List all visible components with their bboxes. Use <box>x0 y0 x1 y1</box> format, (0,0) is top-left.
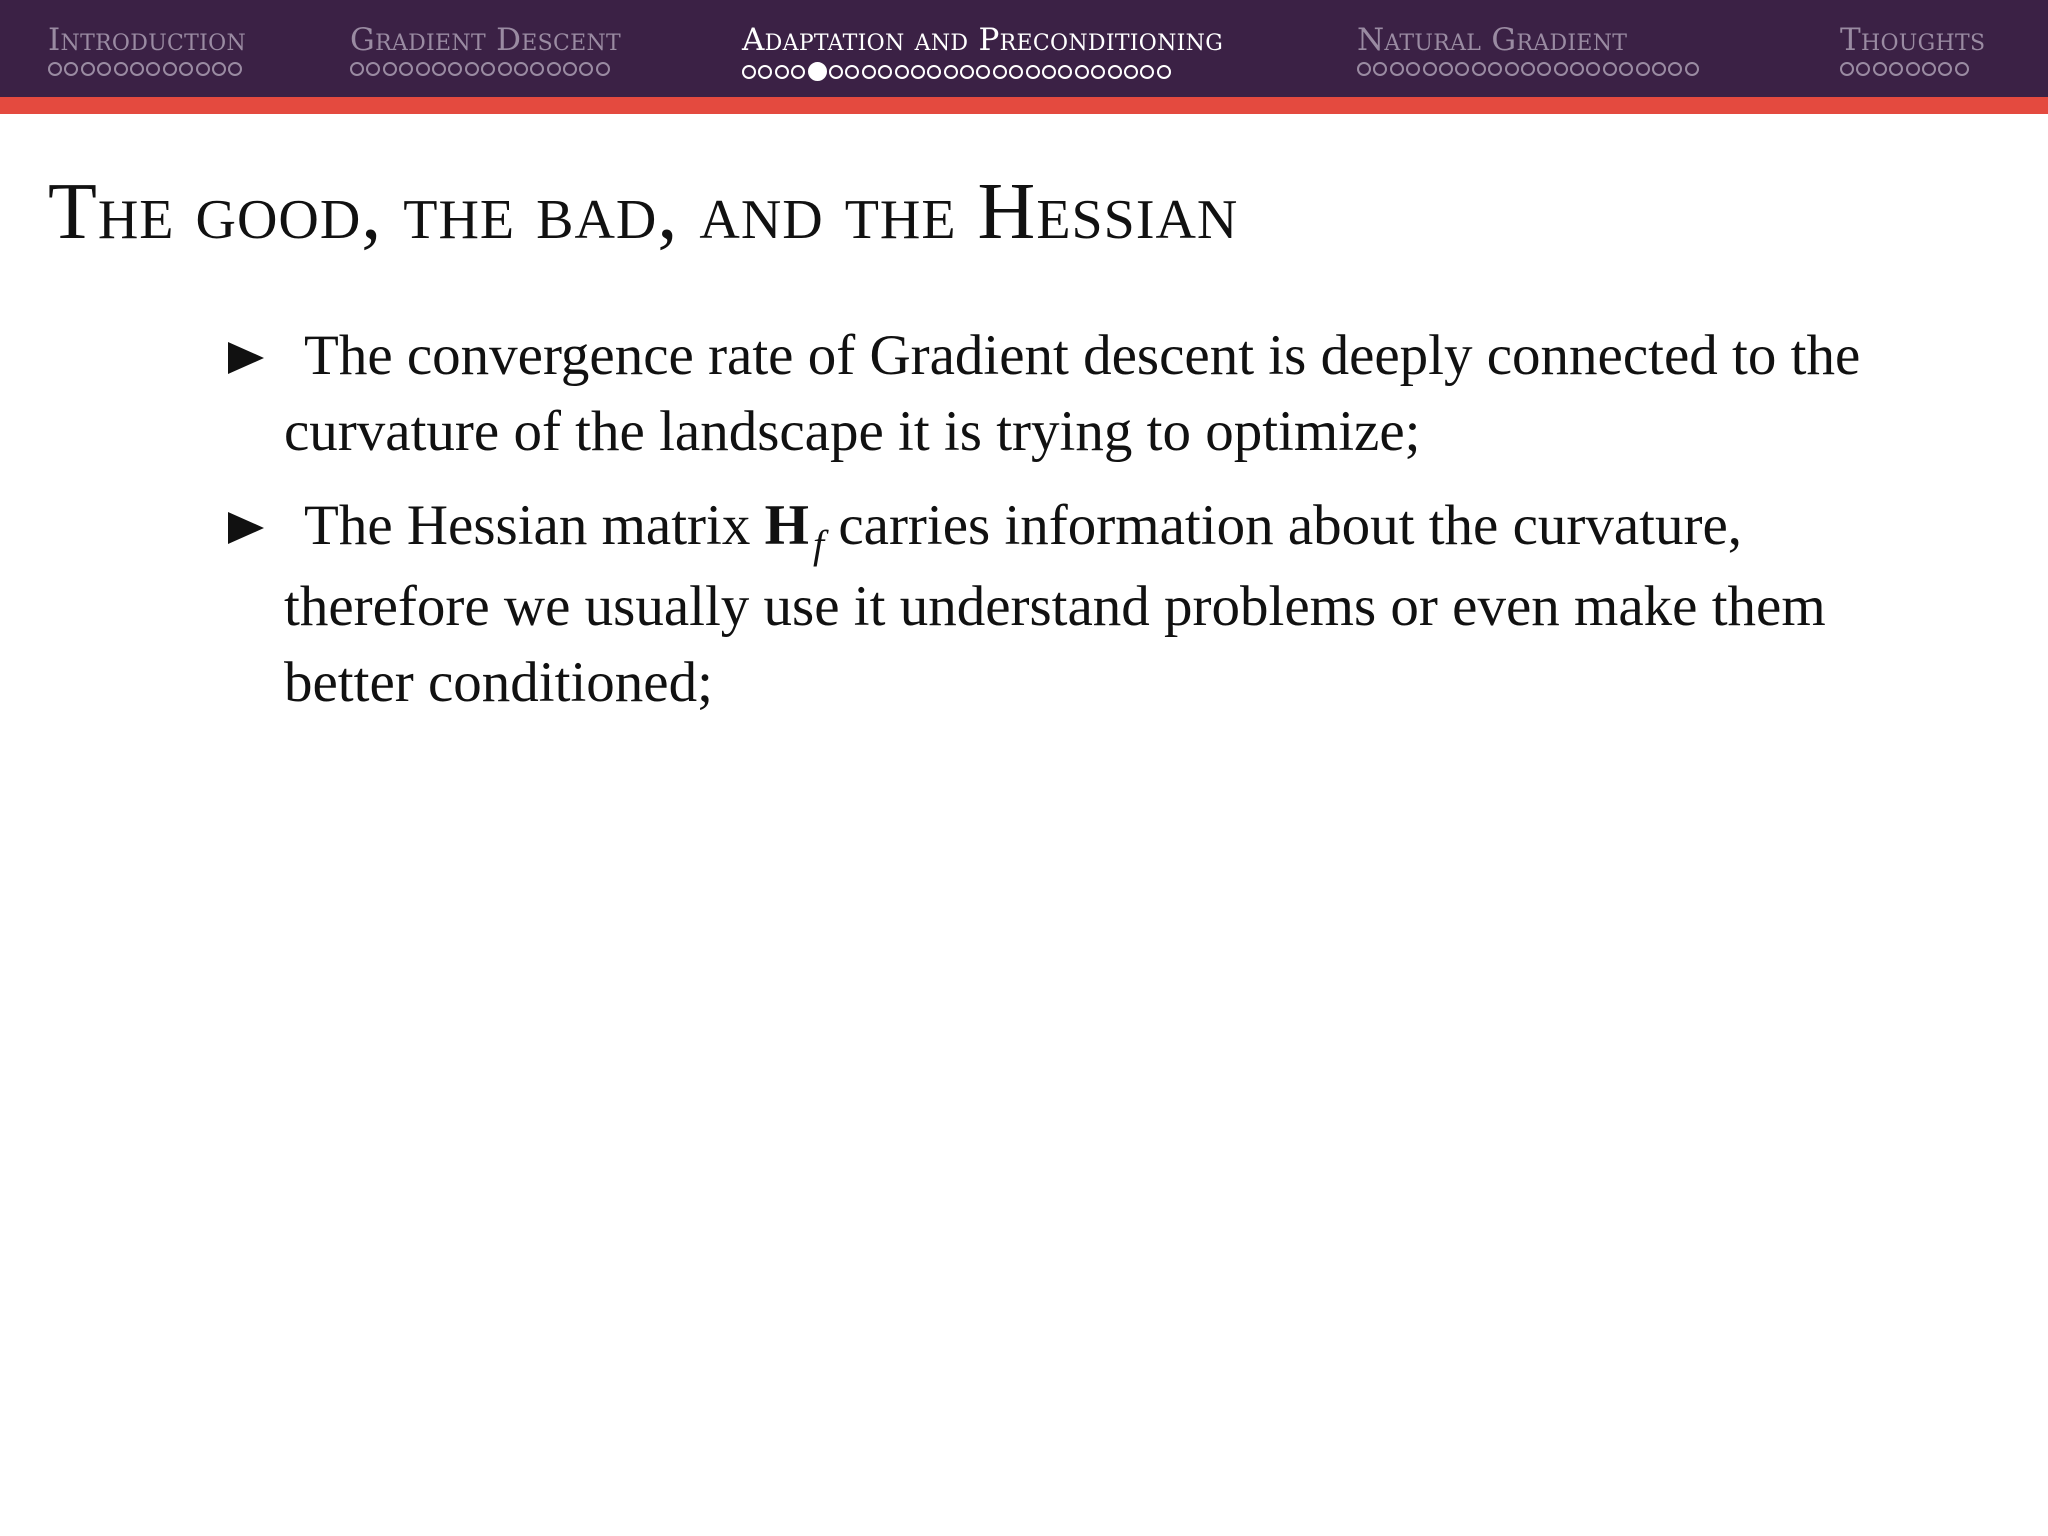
nav-dot[interactable] <box>1537 62 1551 76</box>
nav-dot[interactable] <box>563 62 577 76</box>
nav-dot[interactable] <box>1058 65 1072 79</box>
bullet-item <box>228 318 1908 470</box>
nav-dot[interactable] <box>416 62 430 76</box>
nav-dot[interactable] <box>1108 65 1122 79</box>
nav-dot[interactable] <box>1406 62 1420 76</box>
nav-dot[interactable] <box>1390 62 1404 76</box>
nav-section-label[interactable]: Gradient Descent <box>350 22 621 58</box>
nav-dot[interactable] <box>1840 62 1854 76</box>
nav-section-label[interactable]: Thoughts <box>1840 22 1986 58</box>
nav-dots <box>742 62 1223 88</box>
nav-dot[interactable] <box>163 62 177 76</box>
nav-dot[interactable] <box>1140 65 1154 79</box>
nav-dot[interactable] <box>179 62 193 76</box>
nav-dot[interactable] <box>976 65 990 79</box>
nav-dot[interactable] <box>993 65 1007 79</box>
nav-dot-current[interactable] <box>808 62 827 81</box>
accent-divider <box>0 97 2048 114</box>
nav-section-gradient-descent[interactable] <box>350 18 621 88</box>
nav-dot[interactable] <box>1922 62 1936 76</box>
nav-dot[interactable] <box>579 62 593 76</box>
bullet-item <box>228 488 1908 721</box>
nav-dot[interactable] <box>1042 65 1056 79</box>
nav-dot[interactable] <box>514 62 528 76</box>
nav-dot[interactable] <box>1124 65 1138 79</box>
nav-dot[interactable] <box>1603 62 1617 76</box>
nav-dot[interactable] <box>432 62 446 76</box>
nav-dot[interactable] <box>448 62 462 76</box>
nav-dot[interactable] <box>1685 62 1699 76</box>
nav-dot[interactable] <box>1026 65 1040 79</box>
nav-dots <box>350 62 621 88</box>
nav-dot[interactable] <box>481 62 495 76</box>
navigation-bar <box>0 0 2048 97</box>
nav-dot[interactable] <box>1636 62 1650 76</box>
nav-dot[interactable] <box>1652 62 1666 76</box>
nav-dot[interactable] <box>742 65 756 79</box>
nav-dot[interactable] <box>1668 62 1682 76</box>
nav-section-thoughts[interactable] <box>1840 18 1985 88</box>
nav-dot[interactable] <box>927 65 941 79</box>
nav-dot[interactable] <box>1455 62 1469 76</box>
nav-dot[interactable] <box>399 62 413 76</box>
nav-dot[interactable] <box>1075 65 1089 79</box>
nav-dot[interactable] <box>1906 62 1920 76</box>
slide-title: The good, the bad, and the Hessian <box>48 168 1239 256</box>
nav-dot[interactable] <box>862 65 876 79</box>
nav-dot[interactable] <box>366 62 380 76</box>
nav-dot[interactable] <box>350 62 364 76</box>
nav-dot[interactable] <box>596 62 610 76</box>
nav-dot[interactable] <box>130 62 144 76</box>
bullet-text-continued: therefore we usually use it understand problems or even make them better conditioned; <box>284 575 1826 714</box>
nav-dot[interactable] <box>960 65 974 79</box>
nav-dot[interactable] <box>1505 62 1519 76</box>
hessian-subscript: f <box>812 522 825 567</box>
nav-section-label[interactable]: Adaptation and Preconditioning <box>742 22 1224 58</box>
nav-dot[interactable] <box>81 62 95 76</box>
nav-dots <box>1357 62 1701 88</box>
nav-dots <box>1840 62 1985 88</box>
nav-dot[interactable] <box>1009 65 1023 79</box>
nav-dot[interactable] <box>114 62 128 76</box>
bullet-text <box>284 494 1743 567</box>
nav-dot[interactable] <box>791 65 805 79</box>
nav-dot[interactable] <box>1357 62 1371 76</box>
nav-dot[interactable] <box>1619 62 1633 76</box>
nav-dot[interactable] <box>775 65 789 79</box>
bullet-text-continued: curvature of the landscape it is trying to optimize; <box>284 400 1421 463</box>
nav-dot[interactable] <box>845 65 859 79</box>
triangle-bullet-icon <box>228 512 264 544</box>
nav-dot[interactable] <box>228 62 242 76</box>
nav-dot[interactable] <box>465 62 479 76</box>
nav-dot[interactable] <box>1554 62 1568 76</box>
nav-section-adaptation-and-preconditioning[interactable] <box>742 18 1223 88</box>
bullet-text: The convergence rate of Gradient descent is deeply connected to the <box>304 324 1861 387</box>
nav-dots <box>48 62 246 88</box>
nav-section-label[interactable]: Introduction <box>48 22 247 58</box>
nav-dot[interactable] <box>383 62 397 76</box>
hessian-symbol: H <box>764 494 809 557</box>
nav-dot[interactable] <box>1586 62 1600 76</box>
nav-dot[interactable] <box>895 65 909 79</box>
nav-dot[interactable] <box>1889 62 1903 76</box>
nav-section-label[interactable]: Natural Gradient <box>1357 22 1628 58</box>
nav-dot[interactable] <box>97 62 111 76</box>
nav-dot[interactable] <box>547 62 561 76</box>
nav-dot[interactable] <box>64 62 78 76</box>
nav-dot[interactable] <box>944 65 958 79</box>
nav-dot[interactable] <box>878 65 892 79</box>
nav-dot[interactable] <box>1938 62 1952 76</box>
nav-dot[interactable] <box>1955 62 1969 76</box>
nav-dot[interactable] <box>1472 62 1486 76</box>
nav-dot[interactable] <box>196 62 210 76</box>
nav-dot[interactable] <box>1423 62 1437 76</box>
nav-dot[interactable] <box>829 65 843 79</box>
bullet-list <box>228 318 1908 739</box>
nav-dot[interactable] <box>1856 62 1870 76</box>
bullet-text-after-math: carries information about the curvature, <box>824 494 1743 557</box>
nav-dot[interactable] <box>1488 62 1502 76</box>
nav-dot[interactable] <box>48 62 62 76</box>
nav-dot[interactable] <box>1157 65 1171 79</box>
nav-dot[interactable] <box>146 62 160 76</box>
nav-dot[interactable] <box>1439 62 1453 76</box>
nav-dot[interactable] <box>498 62 512 76</box>
nav-dot[interactable] <box>1873 62 1887 76</box>
nav-dot[interactable] <box>1373 62 1387 76</box>
nav-dot[interactable] <box>758 65 772 79</box>
bullet-text-before-math: The Hessian matrix <box>304 494 765 557</box>
nav-section-natural-gradient[interactable] <box>1357 18 1701 88</box>
nav-dot[interactable] <box>1091 65 1105 79</box>
nav-dot[interactable] <box>911 65 925 79</box>
nav-dot[interactable] <box>1521 62 1535 76</box>
nav-dot[interactable] <box>212 62 226 76</box>
nav-dot[interactable] <box>530 62 544 76</box>
nav-section-introduction[interactable] <box>48 18 246 88</box>
triangle-bullet-icon <box>228 342 264 374</box>
nav-dot[interactable] <box>1570 62 1584 76</box>
